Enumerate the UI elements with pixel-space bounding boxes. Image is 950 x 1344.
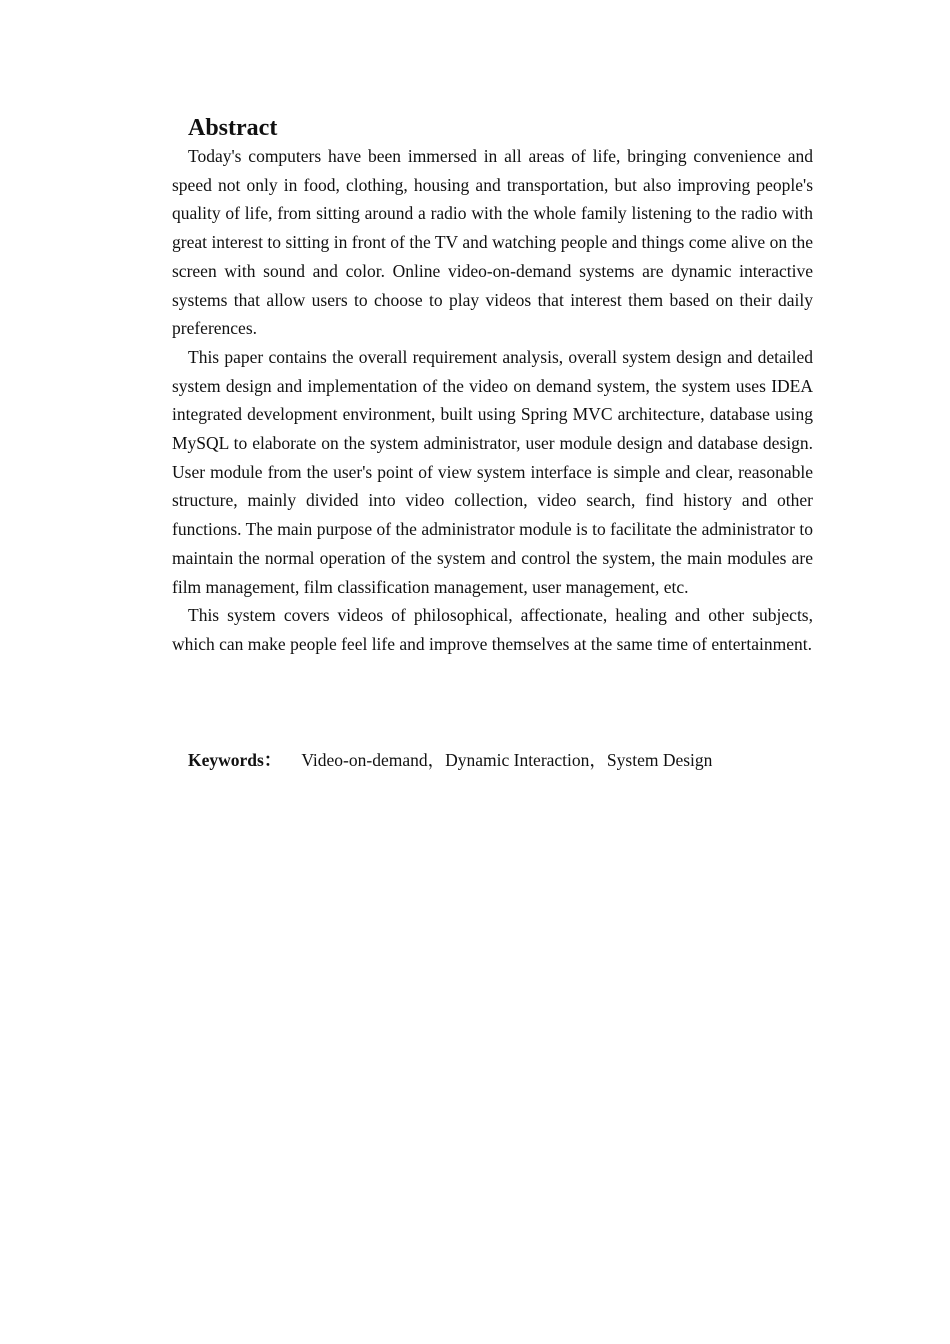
keywords-line [188,746,712,774]
abstract-paragraph-3: This system covers videos of philosophical, affectionate, healing and other subjects, which can make people feel life and improve themselves at the same time of entertainment. [172,605,813,654]
keywords-text: Video-on-demand，Dynamic Interaction，System Design [301,750,713,770]
keywords-label: Keywords： [188,750,282,770]
abstract-paragraph-2: This paper contains the overall requirement analysis, overall system design and detailed system design and implementation of the video on demand system, the system uses IDEA integrated development environment, built using Spring MVC architecture, database using MySQL to elaborate on the system administrator, user module design and database design. User module from the user's point of view system interface is simple and clear, reasonable structure, mainly divided into video collection, video search, find history and other functions. The main purpose of the administrator module is to facilitate the administrator to maintain the normal operation of the system and control the system, the main modules are film management, film classification management, user management, etc. [172,346,813,597]
abstract-paragraph-1: Today's computers have been immersed in all areas of life, bringing convenience and speed not only in food, clothing, housing and transportation, but also improving people's quality of life, from sitting around a radio with the whole family listening to the radio with great interest to sitting in front of the TV and watching people and things come alive on the screen with sound and color. Online video-on-demand systems are dynamic interactive systems that allow users to choose to play videos that interest them based on their daily preferences. [172,146,813,339]
abstract-body [172,142,813,659]
abstract-heading: Abstract [188,115,278,141]
